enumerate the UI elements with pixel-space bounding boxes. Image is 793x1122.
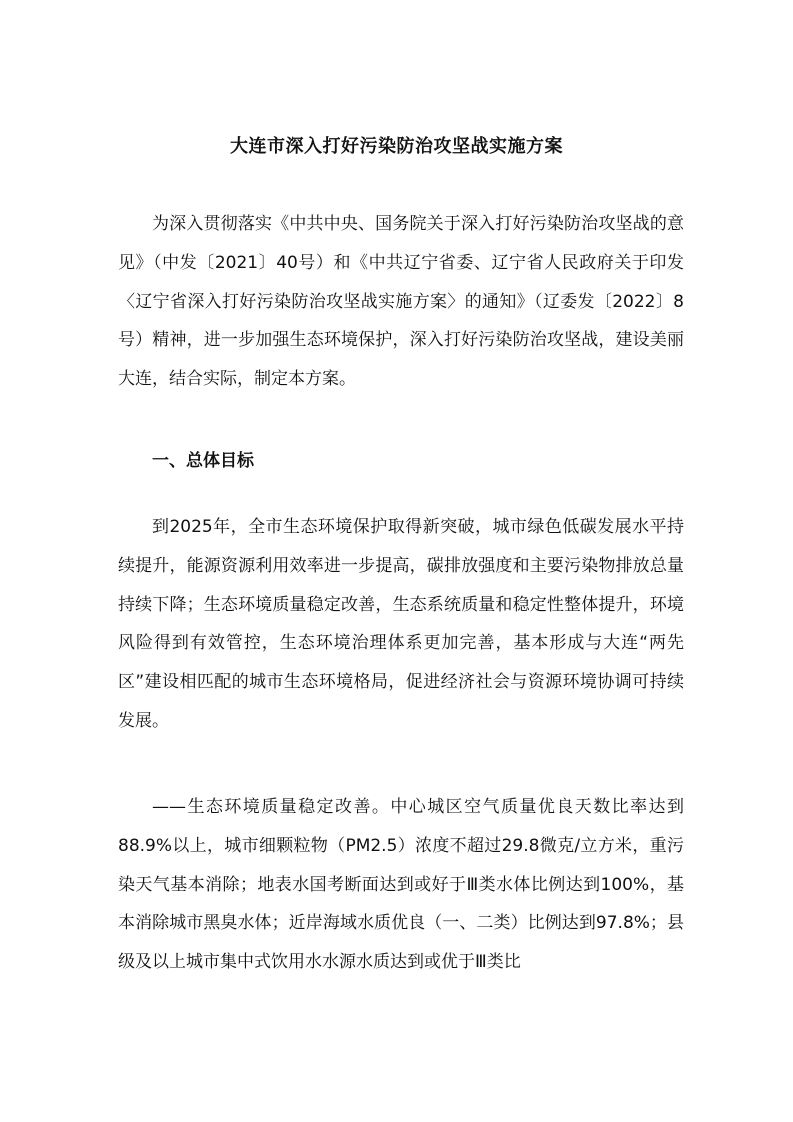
section-heading-overall-goal: 一、总体目标 [152,451,254,471]
goal-paragraph-2025: 到2025年，全市生态环境保护取得新突破，城市绿色低碳发展水平持续提升，能源资源利用效率进一步提高，碳排放强度和主要污染物排放总量持续下降；生态环境质量稳定改善，生态系统质量和稳定性整体提升，环境风险得到有效管控，生态环境治理体系更加完善，基本形成与大连“两先区”建设相匹配的城市生态环境格局，促进经济社会与资源环境协调可持续发展。 [118,517,684,731]
intro-paragraph: 为深入贯彻落实《中共中央、国务院关于深入打好污染防治攻坚战的意见》（中发〔2021〕40号）和《中共辽宁省委、辽宁省人民政府关于印发〈辽宁省深入打好污染防治攻坚战实施方案〉的通知》（辽委发〔2022〕8号）精神，进一步加强生态环境保护，深入打好污染防治攻坚战，建设美丽大连，结合实际，制定本方案。 [118,214,684,390]
goal-paragraph-environment-quality: ——生态环境质量稳定改善。中心城区空气质量优良天数比率达到88.9%以上，城市细颗粒物（PM2.5）浓度不超过29.8微克/立方米，重污染天气基本消除；地表水国考断面达到或好于Ⅲ类水体比例达到100%，基本消除城市黑臭水体；近岸海域水质优良（一、二类）比例达到97.8%；县级及以上城市集中式饮用水水源水质达到或优于Ⅲ类比 [118,797,684,973]
document-title: 大连市深入打好污染防治攻坚战实施方案 [230,136,563,157]
